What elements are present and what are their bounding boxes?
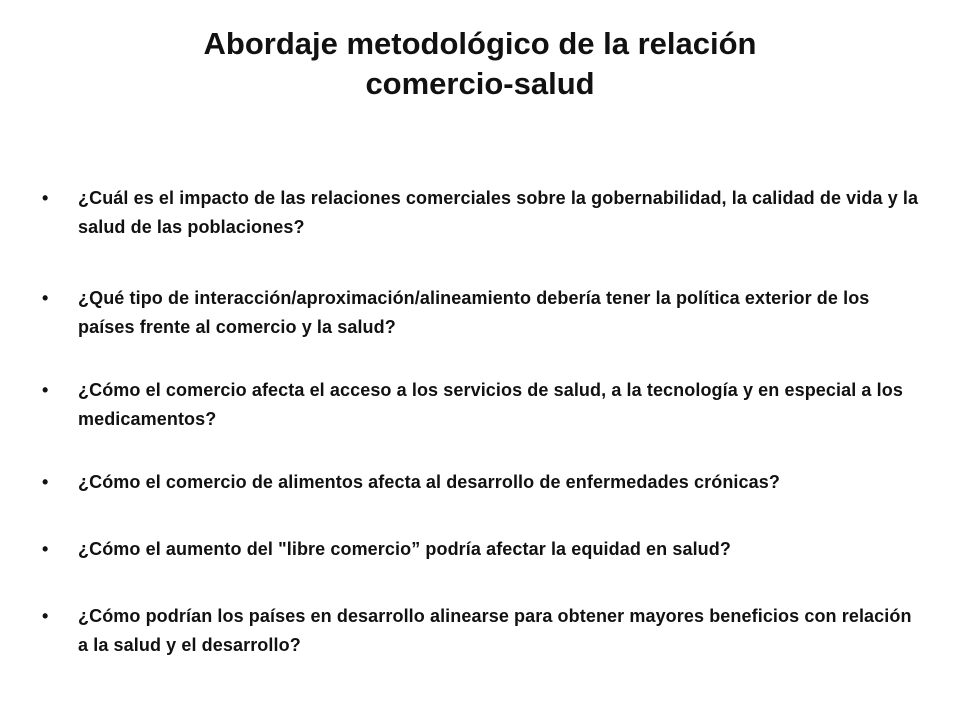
bullet-icon: • (42, 380, 49, 400)
bullet-icon: • (42, 539, 49, 559)
bullet-text: ¿Cómo el comercio afecta el acceso a los servicios de salud, a la tecnología y en especial a los medicamentos? (78, 380, 903, 429)
bullet-item (42, 602, 922, 660)
bullet-item (42, 376, 922, 434)
slide-title-line-2: comercio-salud (365, 66, 595, 101)
bullet-icon: • (42, 188, 49, 208)
bullet-text: ¿Cómo podrían los países en desarrollo alinearse para obtener mayores beneficios con relación a la salud y el desarrollo? (78, 606, 912, 655)
bullet-item (42, 284, 922, 342)
bullet-item (42, 468, 922, 497)
bullet-text: ¿Cómo el aumento del "libre comercio” podría afectar la equidad en salud? (78, 539, 731, 559)
bullet-icon: • (42, 606, 49, 626)
slide-title-line-1: Abordaje metodológico de la relación (203, 26, 757, 61)
bullet-text: ¿Qué tipo de interacción/aproximación/alineamiento debería tener la política exterior de los países frente al comercio y la salud? (78, 288, 870, 337)
bullet-item (42, 535, 922, 564)
bullet-item (42, 184, 922, 242)
bullet-icon: • (42, 472, 49, 492)
bullet-icon: • (42, 288, 49, 308)
bullet-text: ¿Cuál es el impacto de las relaciones comerciales sobre la gobernabilidad, la calidad de vida y la salud de las poblaciones? (78, 188, 919, 237)
bullet-text: ¿Cómo el comercio de alimentos afecta al desarrollo de enfermedades crónicas? (78, 472, 780, 492)
